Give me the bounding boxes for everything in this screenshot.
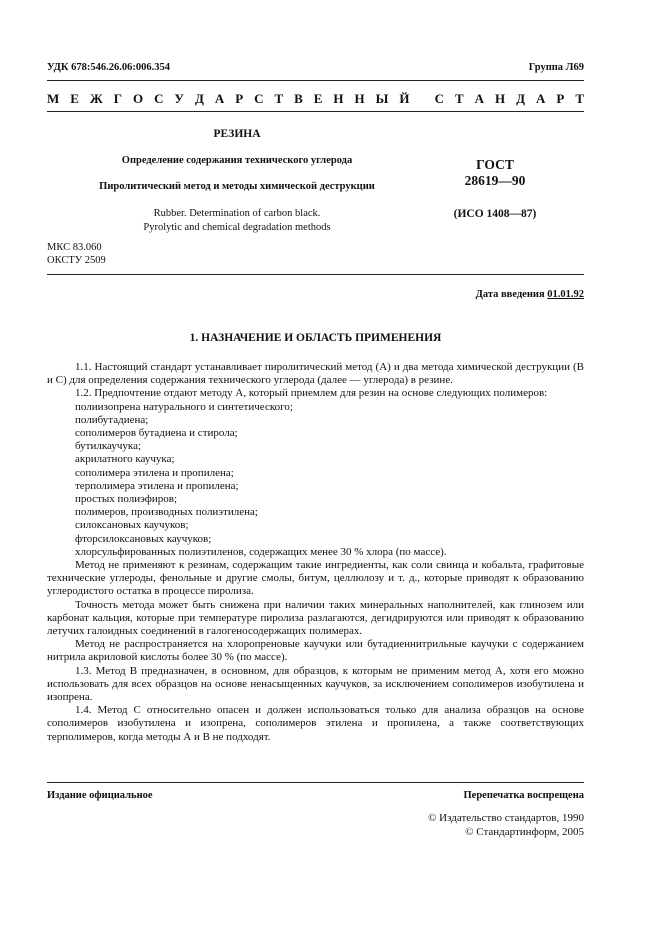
paragraph-1-1: 1.1. Настоящий стандарт устанавливает пиролитический метод (А) и два метода химической деструкции (В и С) для определения содержания технического углерода (далее — углерода) в резине. [47,361,584,387]
banner-letter: Т [575,91,584,106]
banner-letter: У [174,91,184,106]
iso-reference: (ИСО 1408—87) [453,208,537,220]
polymer-list-item: акрилатного каучука; [75,453,175,466]
banner-letter: С [154,91,164,106]
document-title: РЕЗИНА [213,128,261,140]
polymer-list-item: сополимеров бутадиена и стирола; [75,427,238,440]
paragraph-1-3: 1.3. Метод В предназначен, в основном, для образцов, к которым не применим метод А, хотя его можно использовать для всех образцов на основе ненасыщенных каучуков, за исключением сополимеров изобутилена и изопрена. [47,664,584,704]
banner-letter: Г [113,91,122,106]
banner-letter: Д [516,91,526,106]
banner-letter: Е [70,91,79,106]
banner-letter: А [214,91,225,106]
effective-date-label: Дата введения [475,289,545,300]
banner-letter: Д [194,91,204,106]
polymer-list-item: полиизопрена натурального и синтетического; [75,400,293,413]
banner-letter [420,91,423,107]
paragraph-1-4: 1.4. Метод С относительно опасен и должен использоваться только для анализа образцов на основе сополимеров изобутилена и изопрена, сополимеров этилена и пропилена, а также соответствующих терполимеров, когда методы А и В не подходят. [47,704,584,743]
banner-letter: Т [455,91,464,106]
banner-letter: С [254,91,264,106]
banner-letter: Ы [375,91,389,106]
english-title-line-1: Rubber. Determination of carbon black. [153,208,321,219]
group-code: Группа Л69 [528,62,584,73]
gost-label: ГОСТ [476,157,514,172]
paragraph-accuracy: Точность метода может быть снижена при наличии таких минеральных наполнителей, как глинозем или карбонат кальция, которые при температуре пиролиза разлагаются, дегидрируются или приводят к образованию летучих галоидных соединений в галогеносодержащих полимерах. [47,598,584,638]
polymer-list-item: сополимера этилена и пропилена; [75,466,234,479]
official-edition-label: Издание официальное [47,790,153,801]
banner-letter: Т [274,91,284,106]
banner-letter: А [536,91,546,106]
section-heading: 1. НАЗНАЧЕНИЕ И ОБЛАСТЬ ПРИМЕНЕНИЯ [189,332,442,344]
mks-code: МКС 83.060 [47,242,102,253]
banner-letter: Е [313,91,323,106]
interstate-standard-banner [47,91,584,107]
okstu-code: ОКСТУ 2509 [47,255,106,266]
gost-number: 28619—90 [464,173,526,188]
title-line-1: Определение содержания технического углерода [121,155,353,166]
polymer-list-item: простых полиэфиров; [75,493,178,506]
banner-rule [47,111,584,112]
copyright-line-2: © Стандартинформ, 2005 [465,826,584,838]
polymer-list-item: фторсилоксановых каучуков; [75,532,212,545]
banner-letter: Й [399,91,410,106]
banner-letter: Ж [89,91,103,106]
polymer-list [47,401,584,559]
english-title-line-2: Pyrolytic and chemical degradation methods [143,222,331,233]
banner-letter: Н [333,91,344,106]
banner-letter: Н [495,91,506,106]
header-bottom-rule [47,274,584,275]
banner-letter: Р [556,91,565,106]
paragraph-scope-limit: Метод не распространяется на хлоропреновые каучуки или бутадиеннитрильные каучуки с содержанием нитрила акриловой кислоты более 30 % (по массе). [47,638,584,664]
title-line-2: Пиролитический метод и методы химической деструкции [99,181,375,192]
banner-letter: С [434,91,445,106]
polymer-list-item: силоксановых каучуков; [75,519,189,532]
document-body [47,361,584,744]
footer-rule [47,782,584,783]
paragraph-exclusions: Метод не применяют к резинам, содержащим такие ингредиенты, как соли свинца и кобальта, графитовые технические углероды, фенольные и другие смолы, битум, целлюлозу и т. д., которые приводят к образованию углеродистого остатка в процессе пиролиза. [47,559,584,598]
udk-code: УДК 678:546.26.06:006.354 [47,62,170,73]
banner-letter: О [132,91,144,106]
copyright-line-1: © Издательство стандартов, 1990 [428,812,584,824]
reprint-prohibited-label: Перепечатка воспрещена [463,790,584,801]
paragraph-1-2: 1.2. Предпочтение отдают методу А, который приемлем для резин на основе следующих полимеров: [75,387,548,400]
top-rule [47,80,584,81]
polymer-list-item: терполимера этилена и пропилена; [75,479,239,492]
banner-letter: В [294,91,303,106]
polymer-list-item: бутилкаучука; [75,440,142,453]
banner-letter: М [47,91,60,106]
effective-date-value: 01.01.92 [547,289,584,300]
banner-letter: Н [354,91,365,106]
polymer-list-item: хлорсульфированных полиэтиленов, содержащих менее 30 % хлора (по массе). [75,545,447,558]
effective-date [476,289,584,300]
polymer-list-item: полимеров, производных полиэтилена; [75,506,258,519]
banner-letter: А [474,91,485,106]
banner-letter: Р [235,91,244,106]
polymer-list-item: полибутадиена; [75,413,149,426]
